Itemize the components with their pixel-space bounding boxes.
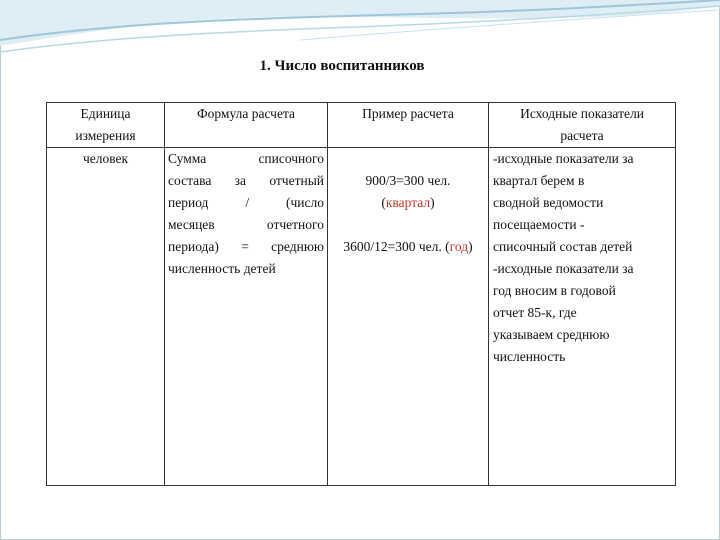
header-example-text: Пример расчета <box>362 106 454 121</box>
source-line: квартал берем в <box>493 173 585 188</box>
source-line: сводной ведомости <box>493 195 604 210</box>
source-line: списочный состав детей <box>493 239 633 254</box>
example-year-calc: 3600/12=300 чел. (год) <box>343 239 473 254</box>
header-unit-line2: измерения <box>75 128 136 143</box>
source-line: -исходные показатели за <box>493 261 634 276</box>
example-quarter-calc: 900/3=300 чел. <box>365 173 451 188</box>
cell-formula <box>165 148 328 486</box>
example-quarter-period: (квартал) <box>381 195 435 210</box>
header-unit-line1: Единица <box>80 106 131 121</box>
cell-source <box>489 148 676 486</box>
header-source-line1: Исходные показатели <box>520 106 644 121</box>
table-header-row <box>47 103 676 148</box>
header-unit <box>47 103 165 148</box>
source-line: отчет 85-к, где <box>493 305 577 320</box>
slide-title: 1. Число воспитанников <box>259 58 425 74</box>
source-line: посещаемости - <box>493 217 585 232</box>
cell-example <box>328 148 489 486</box>
year-word: год <box>449 239 469 254</box>
header-formula <box>165 103 328 148</box>
header-source <box>489 103 676 148</box>
header-example <box>328 103 489 148</box>
source-line: -исходные показатели за <box>493 151 634 166</box>
formula-line: месяцев отчетного <box>168 217 324 232</box>
unit-value: человек <box>82 151 129 166</box>
calculation-table <box>46 102 676 486</box>
formula-line: период / (число <box>168 195 324 210</box>
header-formula-text: Формула расчета <box>196 106 296 121</box>
quarter-word: квартал <box>385 195 431 210</box>
source-line: год вносим в годовой <box>493 283 616 298</box>
header-source-line2: расчета <box>560 128 604 143</box>
source-line: численность <box>493 349 566 364</box>
formula-line: Сумма списочного <box>168 151 324 166</box>
formula-line: периода) = среднюю <box>168 239 324 254</box>
source-line: указываем среднюю <box>493 327 610 342</box>
table-row <box>47 148 676 486</box>
formula-line: численность детей <box>168 261 276 276</box>
cell-unit <box>47 148 165 486</box>
formula-line: состава за отчетный <box>168 173 324 188</box>
